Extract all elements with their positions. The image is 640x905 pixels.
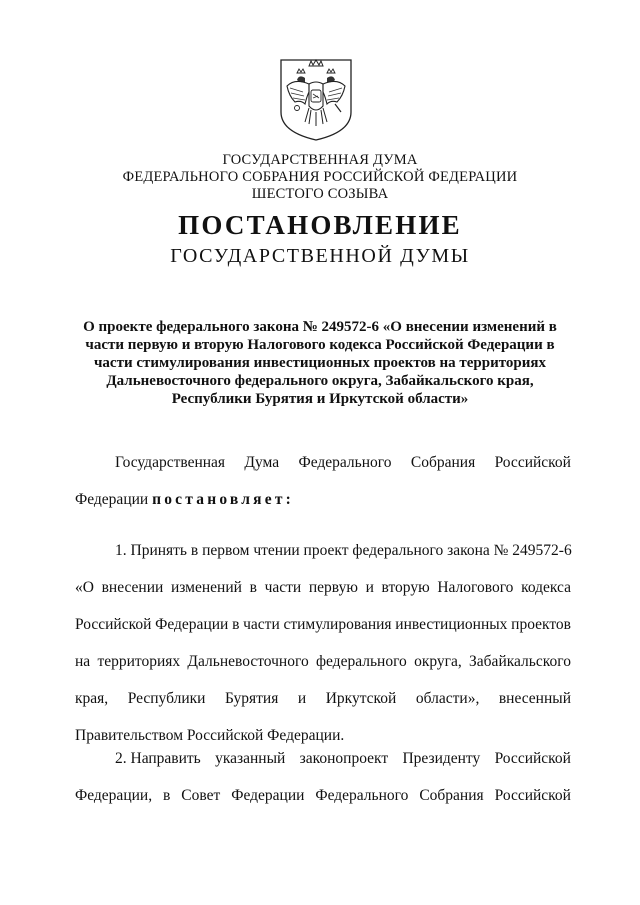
item-1-line-3 [75, 606, 571, 643]
word: Совет [181, 787, 221, 804]
word: Собрания [410, 454, 476, 471]
subject-line: О проекте федерального закона № 249572-6 «О внесении изменений в [83, 319, 557, 335]
item-1-line-2 [75, 569, 571, 606]
word: «О [75, 579, 94, 596]
word: вторую [381, 579, 430, 596]
word: изменений [170, 579, 242, 596]
word: проектов [511, 616, 571, 633]
preamble-paragraph [75, 444, 571, 518]
subject-line: части первую и вторую Налогового кодекса Российской Федерации в [85, 337, 555, 353]
word: края, [75, 690, 109, 707]
item-2-line-1 [75, 740, 571, 777]
word: части [243, 616, 280, 633]
word: в [163, 787, 171, 804]
word: территориях [97, 653, 181, 670]
item-2-paragraph [75, 740, 571, 814]
word: Федерации [75, 491, 149, 508]
subject-line: Дальневосточного федерального округа, Забайкальского края, [106, 373, 534, 389]
word: и [297, 690, 307, 707]
word: Государственная [115, 454, 226, 471]
word: первую [308, 579, 358, 596]
subject-line: Республики Бурятия и Иркутской области» [171, 391, 469, 407]
preamble-line-1 [75, 444, 571, 481]
word: законопроект [299, 750, 389, 767]
word: Федерального [315, 787, 409, 804]
word: федерального [315, 653, 407, 670]
word: округа, [414, 653, 462, 670]
item-1-line-4 [75, 643, 571, 680]
org-line-2: ФЕДЕРАЛЬНОГО СОБРАНИЯ РОССИЙСКОЙ ФЕДЕРАЦИИ [122, 169, 518, 185]
word: в [249, 579, 257, 596]
word: Иркутской [325, 690, 397, 707]
item-1-line-1: 1. Принять в первом чтении проект федерального закона № 249572-6 [115, 542, 572, 559]
word: 2. Направить [115, 750, 201, 767]
word: Дума [244, 454, 280, 471]
word: Федерации [155, 616, 229, 633]
word: инвестиционных [395, 616, 508, 633]
resolves-word: постановляет: [152, 491, 294, 508]
word: Российской [494, 750, 571, 767]
word: Федерального [298, 454, 392, 471]
item-2-line-2 [75, 777, 571, 814]
word: Дальневосточного [187, 653, 309, 670]
word: указанный [215, 750, 286, 767]
word: части [264, 579, 302, 596]
word: Российской [494, 454, 571, 471]
word: в [232, 616, 240, 633]
word: внесении [101, 579, 164, 596]
word: Российской [494, 787, 571, 804]
item-1-paragraph [75, 532, 571, 754]
header-organization [0, 152, 640, 203]
word: Собрания [419, 787, 484, 804]
document-subject [70, 318, 570, 408]
word: и [365, 579, 374, 596]
word: Российской [75, 616, 152, 633]
preamble-line-2 [75, 481, 571, 518]
word: внесенный [498, 690, 571, 707]
word: Федерации, [75, 787, 153, 804]
org-line-3: ШЕСТОГО СОЗЫВА [251, 186, 389, 202]
word: стимулирования [283, 616, 392, 633]
word: Федерации [231, 787, 305, 804]
item-1-line-5 [75, 680, 571, 717]
document-subtitle: ГОСУДАРСТВЕННОЙ ДУМЫ [170, 245, 470, 267]
org-line-1: ГОСУДАРСТВЕННАЯ ДУМА [222, 152, 418, 168]
word: области», [415, 690, 480, 707]
document-title: ПОСТАНОВЛЕНИЕ [178, 210, 462, 240]
russian-eagle-emblem-icon [275, 56, 357, 142]
word: Забайкальского [469, 653, 571, 670]
item-1-line-6: Правительством Российской Федерации. [75, 727, 345, 744]
word: на [75, 653, 91, 670]
word: Бурятия [225, 690, 279, 707]
word: Налогового [437, 579, 514, 596]
word: Республики [127, 690, 206, 707]
word: Президенту [402, 750, 481, 767]
word: кодекса [521, 579, 571, 596]
subject-line: части стимулирования инвестиционных проектов на территориях [93, 355, 547, 371]
